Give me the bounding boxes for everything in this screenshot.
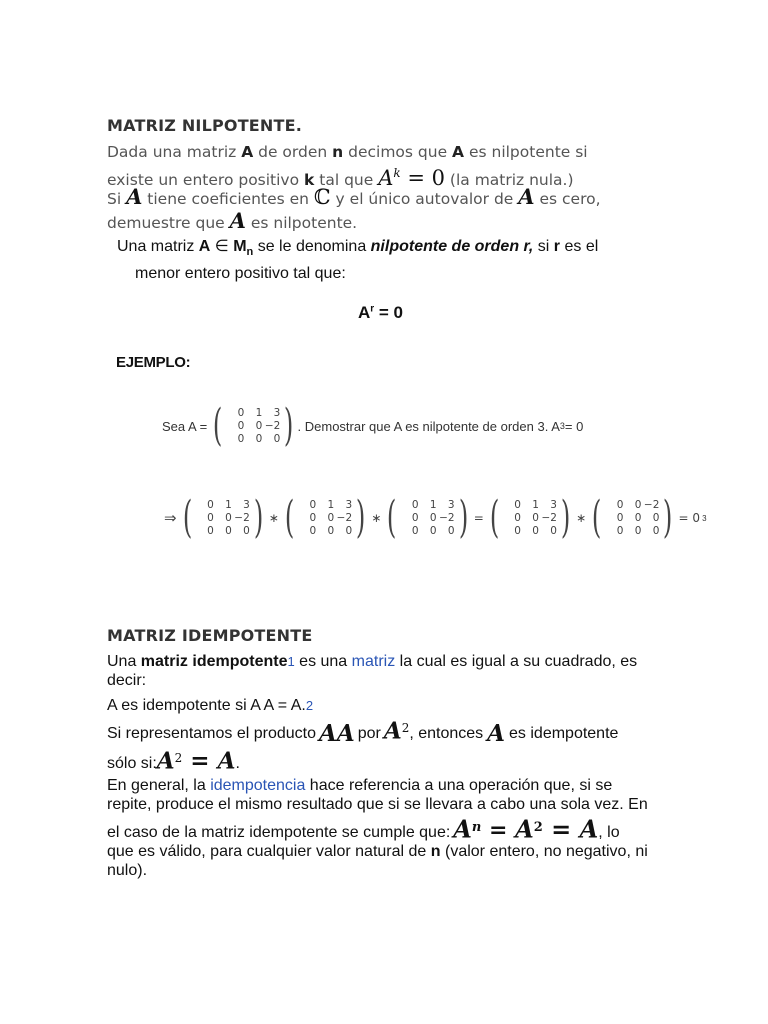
exponent: 3: [559, 421, 565, 431]
matrix-cell: 0: [532, 524, 539, 537]
matrix-cell: 0: [273, 432, 281, 445]
matrix-cell: 0: [652, 524, 660, 537]
idempotente-paragraph-2: [107, 696, 313, 715]
matrix-cell: 0: [447, 524, 455, 537]
matrix-cell: 0: [634, 498, 642, 511]
nilpotent-definition: [117, 236, 657, 284]
multiply-symbol: ∗: [576, 511, 587, 525]
text: Sea A =: [162, 418, 208, 434]
equals-symbol: =: [473, 511, 484, 525]
matrix-cell: 1: [255, 406, 263, 419]
text: (la matriz nula.): [444, 171, 574, 189]
matrix-cell: −2: [439, 511, 455, 524]
matrix-cell: 0: [411, 511, 419, 524]
matrix: ( 0 1 3 0 0 −2 0 0 0 ): [387, 492, 468, 543]
text: de orden: [253, 143, 333, 161]
text: A es idempotente si A A = A.: [107, 697, 306, 714]
matrix-cell: −2: [264, 419, 281, 432]
formula-An-equals-A2-equals-A: $A^n = A^2 = A$: [453, 814, 599, 843]
symbol-AA: AA: [319, 720, 355, 747]
matrix-cell: 1: [532, 498, 539, 511]
text: , lo: [598, 824, 620, 841]
matrix-cell: 1: [225, 498, 232, 511]
text: es nilpotente si: [464, 143, 588, 161]
text: repite, produce el mismo resultado que si se llevara a cabo una sola vez. En: [107, 796, 648, 813]
matrix: ( 0 1 3 0 0 −2 0 0 0 ): [284, 492, 366, 543]
formula-A-squared-equals-A: $A^2 = A$: [156, 747, 236, 774]
matrix-cell: 0: [532, 511, 539, 524]
matrix-cell: 0: [225, 524, 232, 537]
text: si: [533, 238, 554, 255]
matrix-cell: 0: [309, 498, 317, 511]
section-title-idempotente: MATRIZ IDEMPOTENTE: [107, 626, 313, 645]
matrix-cell: 0: [243, 524, 250, 537]
matrix-cell: 0: [237, 406, 245, 419]
matrix: ( 0 1 3 0 0 −2 0 0 0 ): [489, 492, 571, 543]
text: = 0: [564, 418, 584, 434]
text: sólo si:: [107, 755, 157, 772]
symbol-A: A: [241, 143, 254, 161]
emphasis-nilpotente-de-orden-r: nilpotente de orden r,: [370, 238, 534, 255]
matrix-cell: 0: [327, 524, 335, 537]
text: es cero,: [534, 190, 601, 208]
symbol-A: A: [452, 143, 465, 161]
matrix-cell: 0: [514, 511, 521, 524]
reference-link-2[interactable]: 2: [305, 698, 314, 713]
matrix-cell: 0: [207, 498, 214, 511]
matrix-cell: 0: [411, 524, 419, 537]
symbol-A: A: [229, 208, 246, 233]
left-paren: (: [213, 400, 223, 451]
formula-ar-equals-zero: $A^r = 0$: [358, 303, 404, 322]
matrix-cell: 3: [273, 406, 281, 419]
bold-term: matriz idempotente: [140, 653, 288, 670]
idempotente-paragraph-3: [107, 718, 667, 773]
matrix-cell: 0: [634, 524, 642, 537]
text: demuestre que: [107, 214, 230, 232]
text: nulo).: [107, 862, 148, 879]
symbol-A-squared: $A^2$: [383, 717, 410, 744]
matrix-cell: 0: [550, 524, 557, 537]
definition-continuation: menor entero positivo tal que:: [135, 265, 346, 283]
matrix-cell: 3: [550, 498, 557, 511]
matrix-cell: 0: [616, 498, 624, 511]
matrix-cell: 0: [634, 511, 642, 524]
text: . Demostrar que A es nilpotente de orden 3. A: [297, 418, 560, 434]
text: tiene coeficientes en: [142, 190, 314, 208]
idempotente-paragraph-4: [107, 776, 672, 880]
text: es nilpotente.: [245, 214, 358, 232]
text: se le denomina: [253, 238, 371, 255]
ejemplo-product: [162, 492, 707, 543]
matrix-grid: [226, 407, 280, 446]
symbol-n: n: [332, 143, 344, 161]
text: (valor entero, no negativo, ni: [440, 843, 648, 860]
text: y el único autovalor de: [330, 190, 519, 208]
matrix-cell: 0: [652, 511, 660, 524]
reference-link-1[interactable]: 1: [287, 654, 295, 669]
text: que es válido, para cualquier valor natural de: [107, 843, 431, 860]
text: hace referencia a una operación que, si se: [305, 777, 613, 794]
matrix-cell: −2: [643, 498, 660, 511]
text: decir:: [107, 672, 147, 689]
matrix-cell: 0: [327, 511, 335, 524]
result-zero: = 0: [678, 511, 701, 525]
text: por: [357, 725, 381, 742]
matrix-cell: 0: [514, 498, 521, 511]
matrix-A: [209, 400, 297, 451]
subscript: 3: [702, 513, 707, 523]
matrix-cell: 0: [616, 511, 624, 524]
link-idempotencia[interactable]: idempotencia: [210, 777, 306, 794]
text: decimos que: [343, 143, 453, 161]
matrix-cell: 0: [429, 524, 437, 537]
nilpotente-paragraph-1: [107, 142, 667, 191]
text: Una matriz: [117, 238, 199, 255]
matrix-cell: 0: [207, 511, 214, 524]
text: Si: [107, 190, 127, 208]
symbol-M: M: [233, 238, 247, 255]
matrix-cell: 3: [447, 498, 455, 511]
matrix-cell: 0: [237, 432, 245, 445]
text: el caso de la matriz idempotente se cumple que:: [107, 824, 451, 841]
text: Una: [107, 653, 141, 670]
symbol-A: A: [518, 184, 535, 209]
matrix-cell: 1: [429, 498, 437, 511]
formula-ak-equals-zero: $A^k = 0$: [378, 166, 445, 190]
matrix-cell: 0: [514, 524, 521, 537]
matrix-cell: 0: [255, 419, 263, 432]
matrix-cell: −2: [336, 511, 353, 524]
ejemplo-label: EJEMPLO:: [116, 354, 191, 371]
multiply-symbol: ∗: [268, 511, 279, 525]
matrix-cell: 0: [255, 432, 263, 445]
matrix-cell: −2: [541, 511, 557, 524]
section-title-nilpotente: MATRIZ NILPOTENTE.: [107, 116, 303, 135]
matrix-cell: 0: [309, 511, 317, 524]
text: la cual es igual a su cuadrado, es: [395, 653, 638, 670]
text: es idempotente: [509, 725, 619, 742]
text: tal que: [314, 171, 379, 189]
link-matriz[interactable]: matriz: [351, 653, 396, 670]
ejemplo-statement: [162, 400, 584, 451]
right-paren: ): [284, 400, 294, 451]
symbol-k: k: [304, 171, 315, 189]
matrix-cell: 0: [237, 419, 245, 432]
multiply-symbol: ∗: [371, 511, 382, 525]
subscript-n: n: [246, 246, 254, 259]
symbol-n: n: [430, 843, 441, 860]
matrix-product-result: ( 0 0 −2 0 0 0 0 0 0 ): [592, 492, 673, 543]
matrix-cell: 0: [207, 524, 214, 537]
text: es el: [560, 238, 599, 255]
symbol-r: r: [553, 238, 561, 255]
matrix-cell: 0: [345, 524, 353, 537]
symbol-A: A: [126, 184, 143, 209]
matrix-cell: 0: [225, 511, 232, 524]
matrix-cell: 0: [616, 524, 624, 537]
nilpotente-paragraph-2: [107, 186, 667, 234]
text: En general, la: [107, 777, 211, 794]
matrix-cell: 0: [309, 524, 317, 537]
text: .: [235, 755, 240, 772]
text: Si representamos el producto: [107, 725, 316, 742]
idempotente-paragraph-1: [107, 652, 667, 690]
matrix: ( 0 1 3 0 0 −2 0 0 0 ): [182, 492, 264, 543]
matrix-cell: 1: [327, 498, 335, 511]
text: , entonces: [409, 725, 484, 742]
matrix-cell: 3: [345, 498, 353, 511]
implies-arrow: ⇒: [164, 509, 177, 527]
complex-numbers-symbol: ℂ: [313, 185, 331, 209]
matrix-cell: −2: [234, 511, 250, 524]
text: es una: [294, 653, 352, 670]
text: Dada una matriz: [107, 143, 242, 161]
symbol-A: A: [198, 238, 211, 255]
symbol-A: A: [487, 720, 506, 747]
element-of-symbol: ∈: [210, 238, 234, 255]
matrix-cell: 3: [243, 498, 250, 511]
matrix-cell: 0: [429, 511, 437, 524]
text: existe un entero positivo: [107, 171, 305, 189]
matrix-cell: 0: [411, 498, 419, 511]
